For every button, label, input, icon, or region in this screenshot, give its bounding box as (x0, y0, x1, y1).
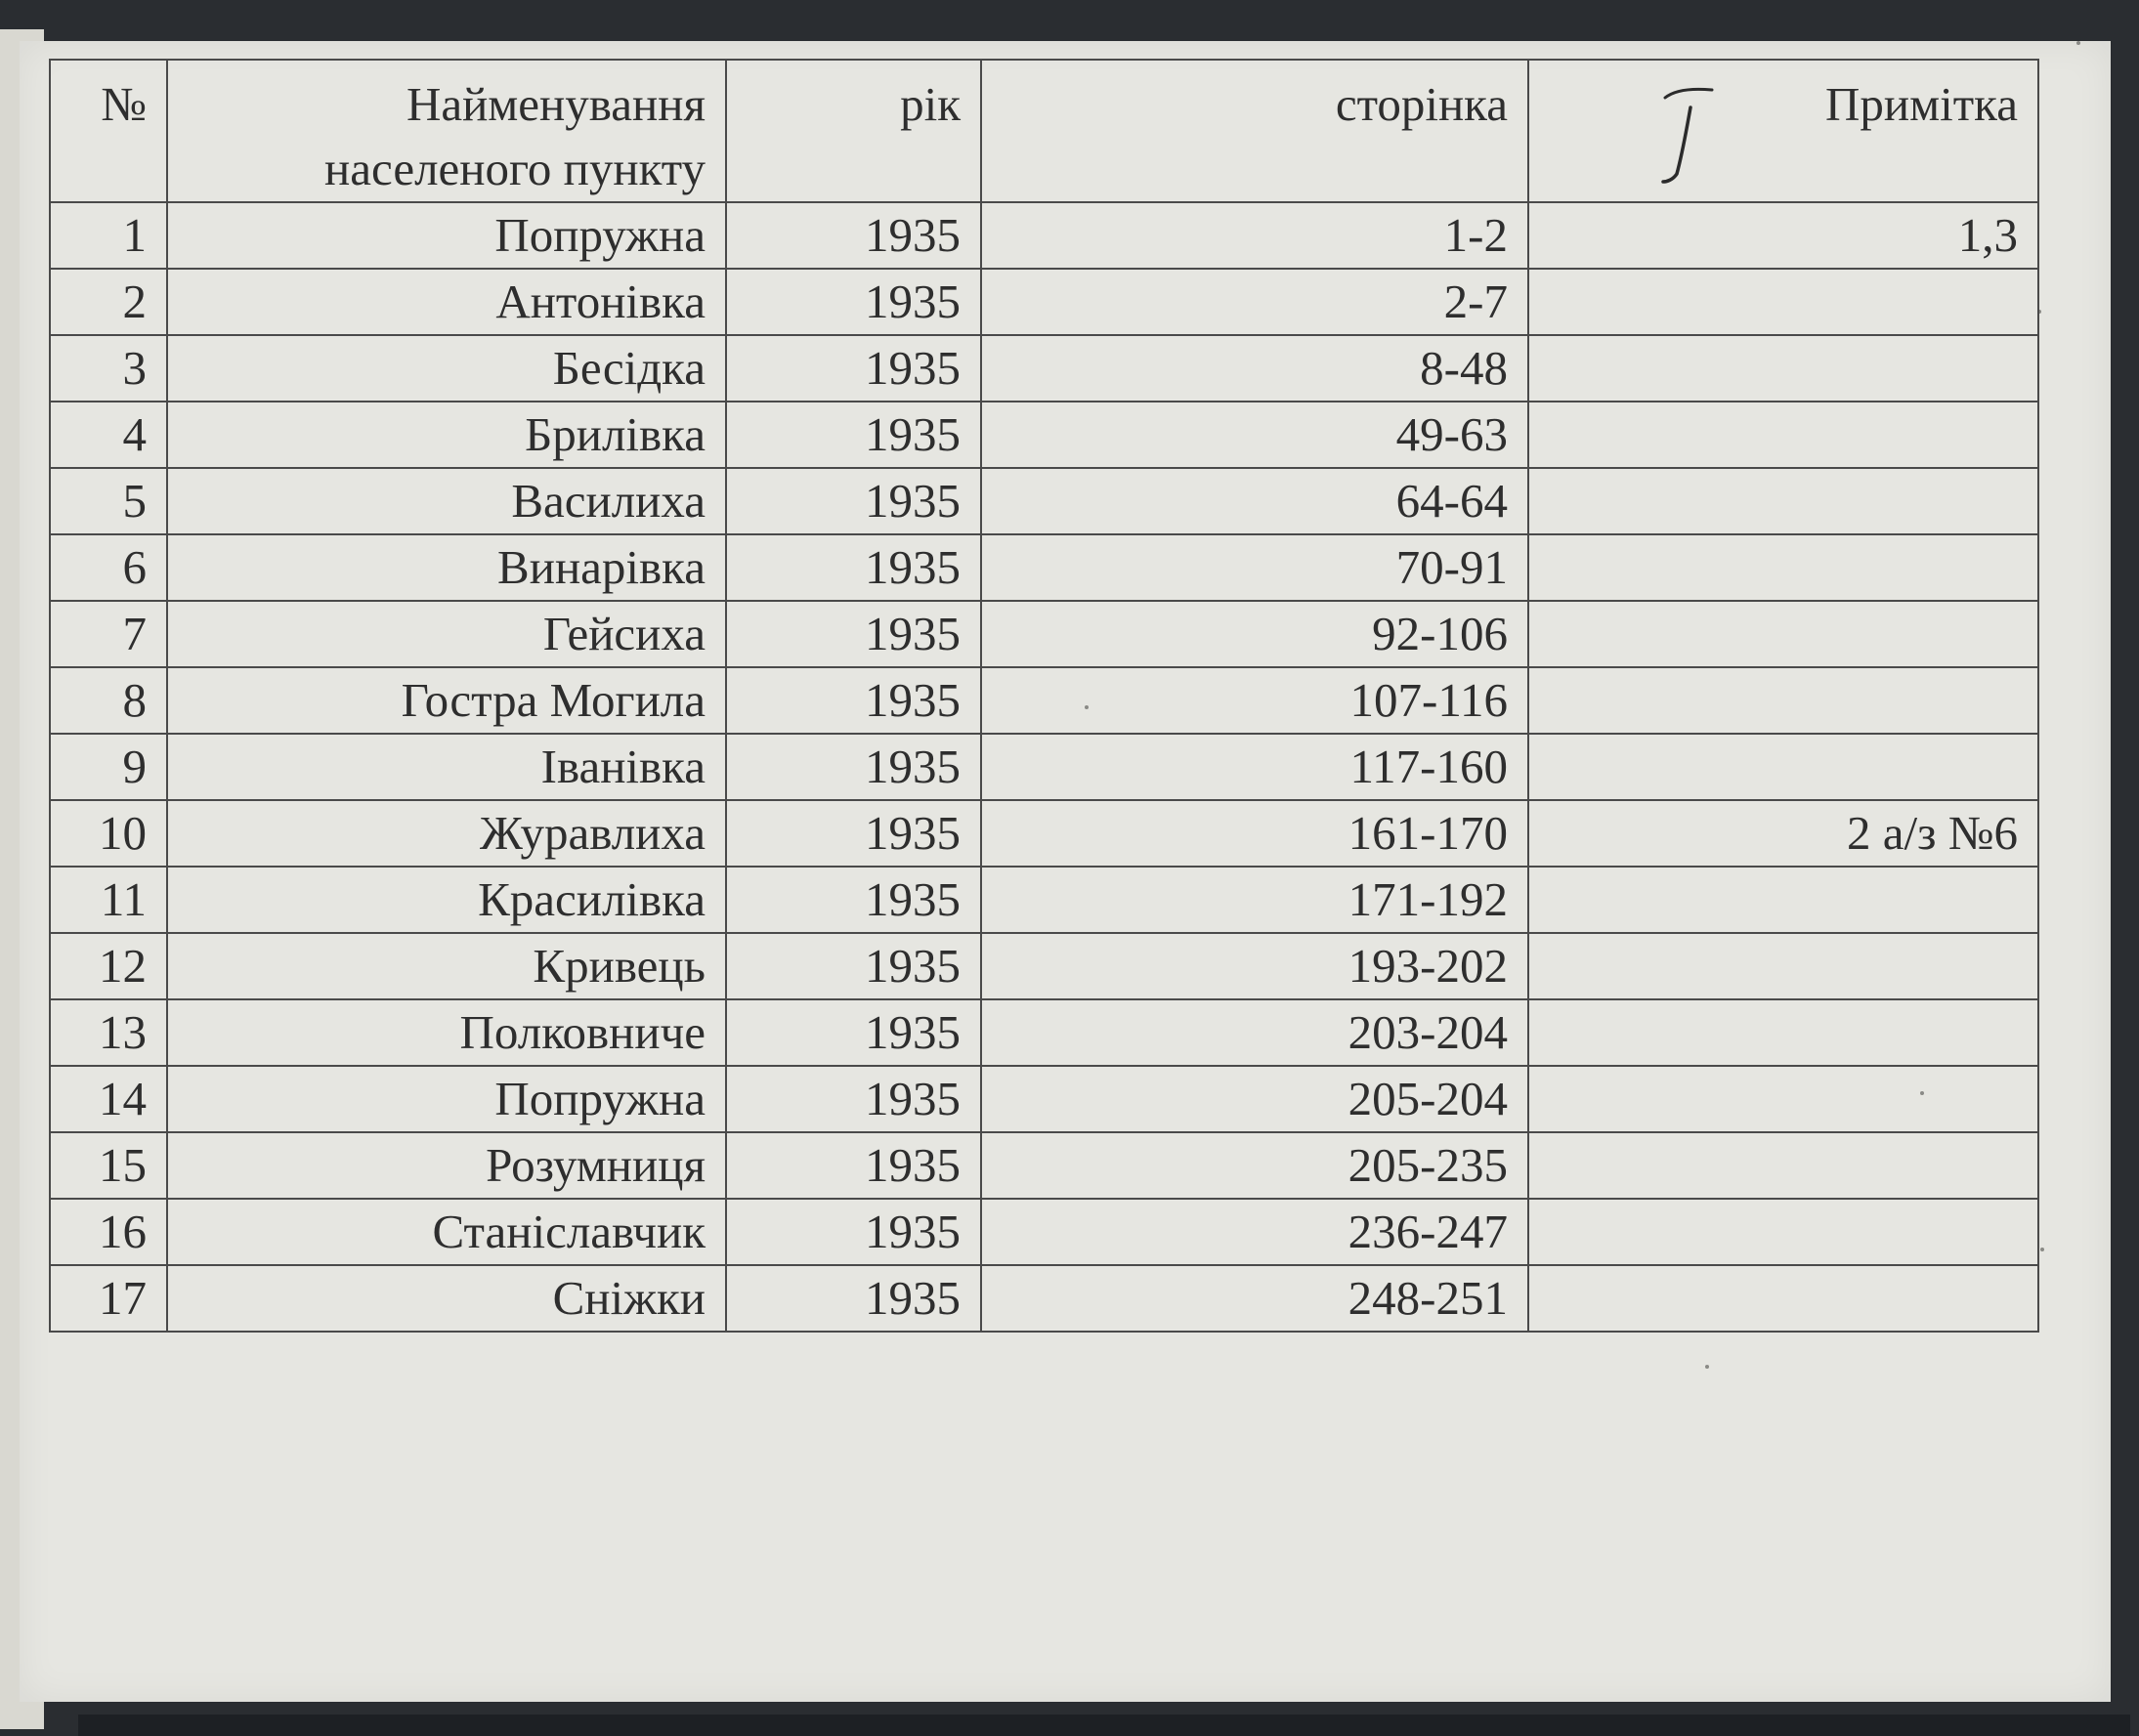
table-body (50, 202, 2038, 1332)
settlement-name-cell: Винарівка (167, 534, 726, 601)
row-number-cell: 12 (50, 933, 167, 999)
row-number-cell: 17 (50, 1265, 167, 1332)
year-cell: 1935 (726, 1132, 981, 1199)
note-cell (1528, 534, 2038, 601)
table-row (50, 800, 2038, 867)
pages-cell: 171-192 (981, 867, 1528, 933)
pages-cell: 205-204 (981, 1066, 1528, 1132)
row-number-cell: 1 (50, 202, 167, 269)
note-cell (1528, 933, 2038, 999)
scan-bottom-edge (78, 1715, 2130, 1736)
pages-cell: 117-160 (981, 734, 1528, 800)
note-cell (1528, 468, 2038, 534)
pages-cell: 49-63 (981, 402, 1528, 468)
settlement-name-cell: Брилівка (167, 402, 726, 468)
year-cell: 1935 (726, 667, 981, 734)
note-cell (1528, 734, 2038, 800)
year-cell: 1935 (726, 1066, 981, 1132)
note-cell (1528, 1265, 2038, 1332)
header-number: № (50, 60, 167, 202)
note-cell (1528, 867, 2038, 933)
settlement-name-cell: Журавлиха (167, 800, 726, 867)
settlement-name-cell: Бесідка (167, 335, 726, 402)
pages-cell: 236-247 (981, 1199, 1528, 1265)
settlement-name-cell: Кривець (167, 933, 726, 999)
header-note: Примітка (1528, 60, 2038, 202)
year-cell: 1935 (726, 534, 981, 601)
pages-cell: 161-170 (981, 800, 1528, 867)
note-cell (1528, 1199, 2038, 1265)
settlement-name-cell: Попружна (167, 202, 726, 269)
row-number-cell: 14 (50, 1066, 167, 1132)
row-number-cell: 10 (50, 800, 167, 867)
settlement-name-cell: Іванівка (167, 734, 726, 800)
row-number-cell: 11 (50, 867, 167, 933)
header-year: рік (726, 60, 981, 202)
year-cell: 1935 (726, 1199, 981, 1265)
table-row (50, 1265, 2038, 1332)
row-number-cell: 2 (50, 269, 167, 335)
row-number-cell: 3 (50, 335, 167, 402)
pages-cell: 203-204 (981, 999, 1528, 1066)
note-cell (1528, 269, 2038, 335)
row-number-cell: 4 (50, 402, 167, 468)
table-row (50, 534, 2038, 601)
year-cell: 1935 (726, 335, 981, 402)
row-number-cell: 8 (50, 667, 167, 734)
table-row (50, 335, 2038, 402)
pages-cell: 205-235 (981, 1132, 1528, 1199)
year-cell: 1935 (726, 867, 981, 933)
settlement-register-table (49, 59, 2039, 1333)
pages-cell: 2-7 (981, 269, 1528, 335)
table-row (50, 734, 2038, 800)
row-number-cell: 16 (50, 1199, 167, 1265)
table-row (50, 468, 2038, 534)
table-row (50, 269, 2038, 335)
table-row (50, 601, 2038, 667)
year-cell: 1935 (726, 999, 981, 1066)
note-cell: 1,3 (1528, 202, 2038, 269)
row-number-cell: 6 (50, 534, 167, 601)
pages-cell: 70-91 (981, 534, 1528, 601)
note-cell: 2 а/з №6 (1528, 800, 2038, 867)
table-row (50, 999, 2038, 1066)
settlement-name-cell: Розумниця (167, 1132, 726, 1199)
header-settlement-name: Найменування населеного пункту (167, 60, 726, 202)
year-cell: 1935 (726, 734, 981, 800)
note-cell (1528, 1066, 2038, 1132)
note-cell (1528, 667, 2038, 734)
row-number-cell: 5 (50, 468, 167, 534)
paper-speck (1705, 1365, 1709, 1369)
table-header-row (50, 60, 2038, 202)
table-row (50, 1132, 2038, 1199)
year-cell: 1935 (726, 269, 981, 335)
note-cell (1528, 1132, 2038, 1199)
settlement-name-cell: Сніжки (167, 1265, 726, 1332)
pages-cell: 248-251 (981, 1265, 1528, 1332)
year-cell: 1935 (726, 601, 981, 667)
table-row (50, 202, 2038, 269)
table-row (50, 933, 2038, 999)
year-cell: 1935 (726, 933, 981, 999)
handwritten-pen-mark (1661, 80, 1720, 188)
note-cell (1528, 335, 2038, 402)
year-cell: 1935 (726, 202, 981, 269)
year-cell: 1935 (726, 468, 981, 534)
settlement-name-cell: Василиха (167, 468, 726, 534)
note-cell (1528, 402, 2038, 468)
paper-speck (2076, 41, 2080, 45)
pages-cell: 64-64 (981, 468, 1528, 534)
header-pages: сторінка (981, 60, 1528, 202)
row-number-cell: 15 (50, 1132, 167, 1199)
settlement-name-cell: Гостра Могила (167, 667, 726, 734)
note-cell (1528, 999, 2038, 1066)
pages-cell: 1-2 (981, 202, 1528, 269)
table-row (50, 1066, 2038, 1132)
table-row (50, 867, 2038, 933)
year-cell: 1935 (726, 800, 981, 867)
pages-cell: 107-116 (981, 667, 1528, 734)
pages-cell: 92-106 (981, 601, 1528, 667)
settlement-name-cell: Гейсиха (167, 601, 726, 667)
year-cell: 1935 (726, 402, 981, 468)
row-number-cell: 7 (50, 601, 167, 667)
table-row (50, 402, 2038, 468)
settlement-name-cell: Станіславчик (167, 1199, 726, 1265)
settlement-name-cell: Антонівка (167, 269, 726, 335)
note-cell (1528, 601, 2038, 667)
table-row (50, 667, 2038, 734)
year-cell: 1935 (726, 1265, 981, 1332)
settlement-name-cell: Попружна (167, 1066, 726, 1132)
paper-speck (2040, 1248, 2044, 1251)
pages-cell: 193-202 (981, 933, 1528, 999)
settlement-name-cell: Красилівка (167, 867, 726, 933)
row-number-cell: 13 (50, 999, 167, 1066)
table-row (50, 1199, 2038, 1265)
pages-cell: 8-48 (981, 335, 1528, 402)
row-number-cell: 9 (50, 734, 167, 800)
settlement-name-cell: Полковниче (167, 999, 726, 1066)
